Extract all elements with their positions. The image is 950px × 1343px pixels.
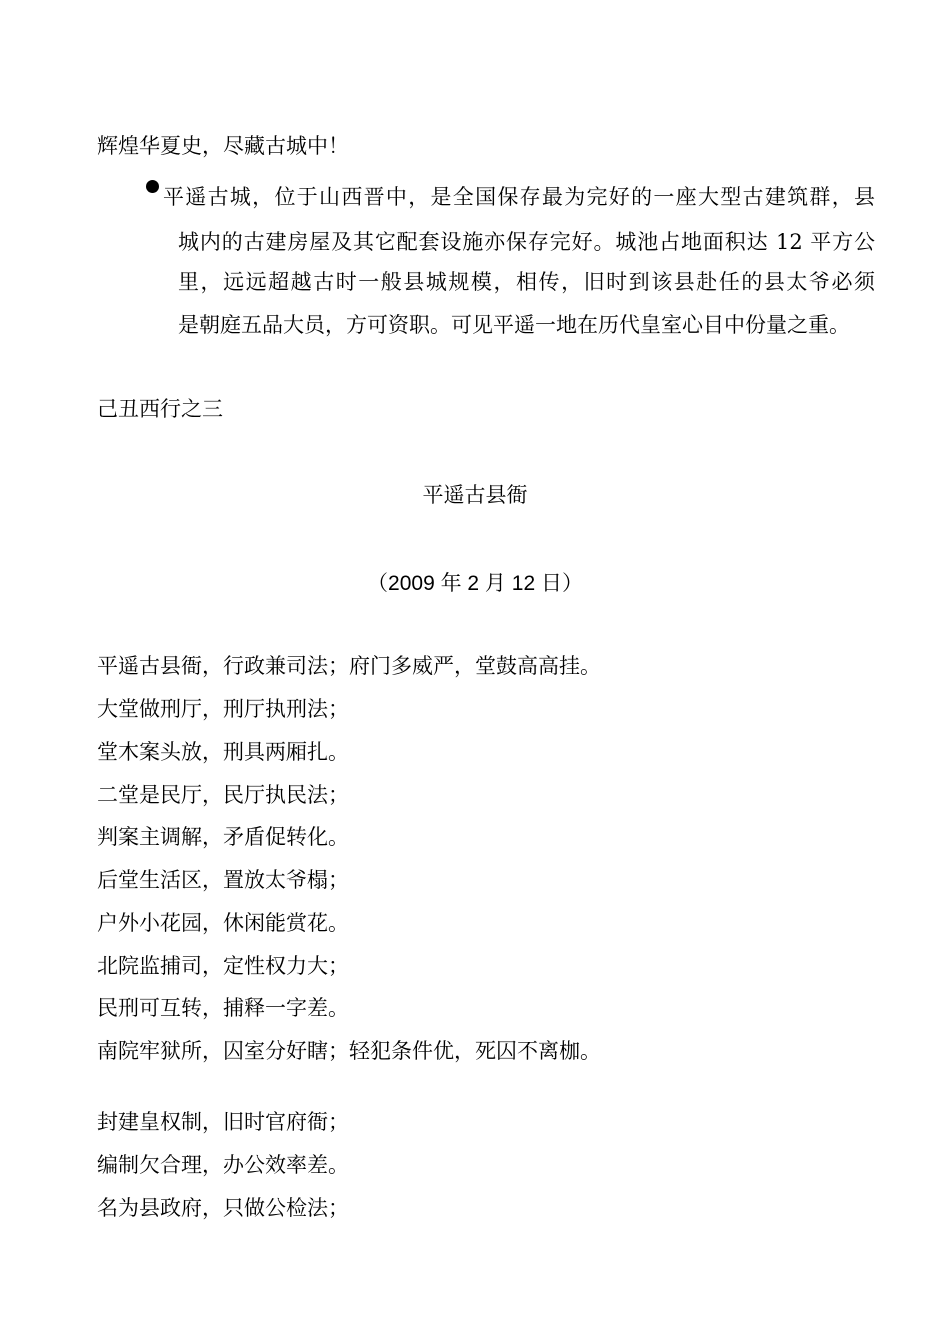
poem-title: 平遥古县衙 [422, 483, 528, 507]
bullet-line-3: 里，远远超越古时一般县城规模，相传，旧时到该县赴任的县太爷必须 [178, 270, 875, 294]
poem-line: 北院监捕司，定性权力大； [97, 954, 349, 978]
poem-date: （2009 年 2 月 12 日） [367, 572, 583, 595]
poem-line: 户外小花园，休闲能赏花。 [97, 911, 349, 935]
bullet-line-4: 是朝庭五品大员，方可资职。可见平遥一地在历代皇室心目中份量之重。 [178, 313, 850, 337]
bullet-line-2: 城内的古建房屋及其它配套设施亦保存完好。城池占地面积达 12 平方公 [178, 230, 875, 254]
poem-line: 封建皇权制，旧时官府衙； [97, 1110, 349, 1134]
poem-line: 南院牢狱所，囚室分好瞎；轻犯条件优，死囚不离枷。 [97, 1039, 601, 1063]
poem-line: 判案主调解，矛盾促转化。 [97, 825, 349, 849]
poem-line: 后堂生活区，置放太爷榻； [97, 868, 349, 892]
poem-line: 编制欠合理，办公效率差。 [97, 1153, 349, 1177]
intro-line: 辉煌华夏史，尽藏古城中！ [97, 134, 349, 158]
poem-line: 大堂做刑厅，刑厅执刑法； [97, 697, 349, 721]
poem-line: 名为县政府，只做公检法； [97, 1196, 349, 1220]
poem-line: 民刑可互转，捕释一字差。 [97, 996, 349, 1020]
poem-line: 二堂是民厅，民厅执民法； [97, 783, 349, 807]
poem-line: 平遥古县衙，行政兼司法；府门多威严，堂鼓高高挂。 [97, 654, 601, 678]
bullet-icon [146, 180, 159, 193]
bullet-line-1: 平遥古城，位于山西晋中，是全国保存最为完好的一座大型古建筑群，县 [163, 185, 875, 209]
series-title: 己丑西行之三 [97, 397, 223, 421]
poem-line: 堂木案头放，刑具两厢扎。 [97, 740, 349, 764]
